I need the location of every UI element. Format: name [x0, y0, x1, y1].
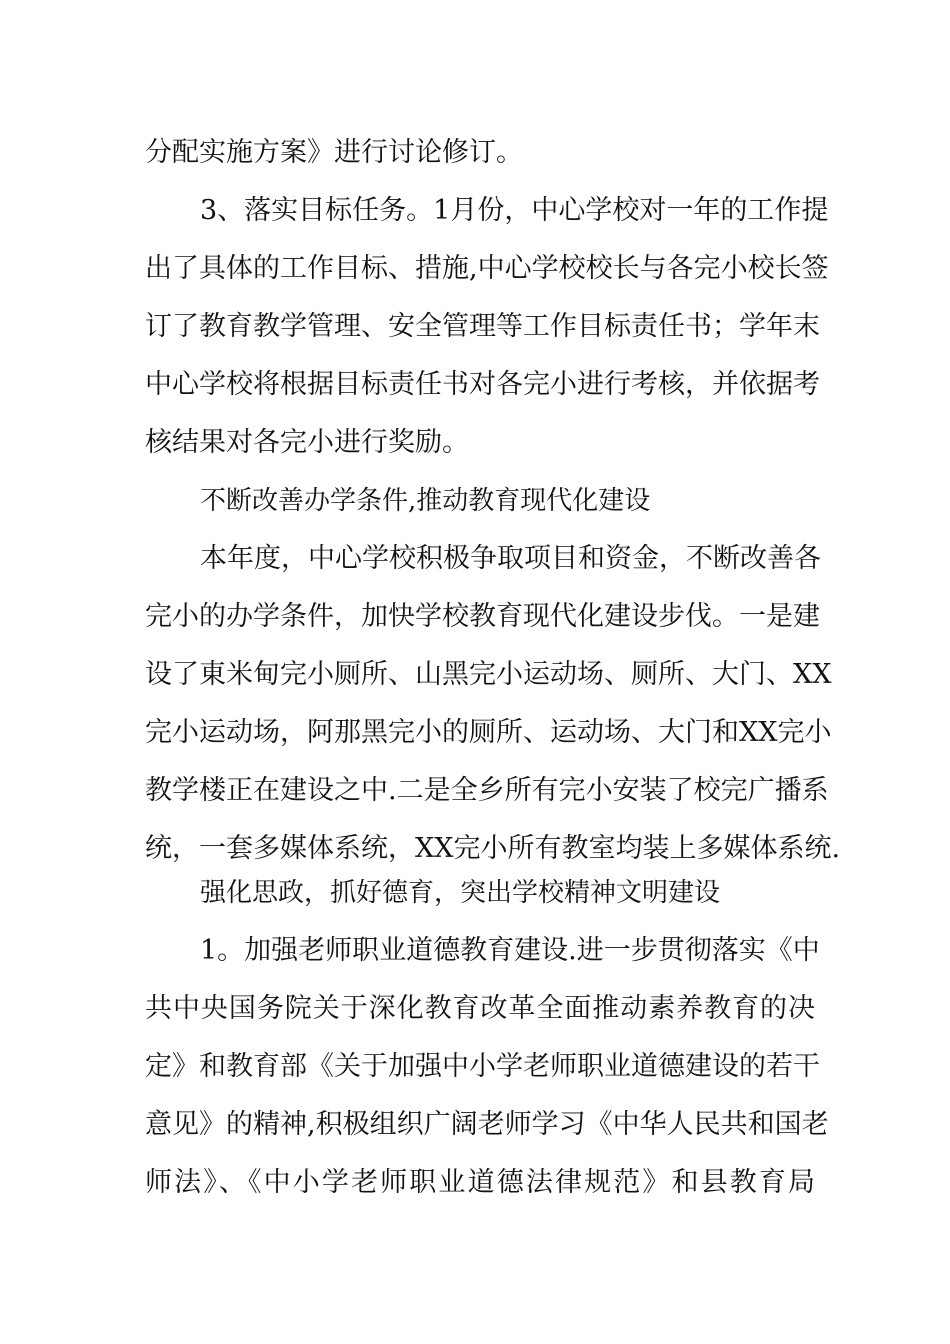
body-line: 核结果对各完小进行奖励。: [145, 427, 469, 458]
body-line: 出了具体的工作目标、措施,中心学校校长与各完小校长签: [145, 253, 829, 284]
paragraph-first-line: 本年度，中心学校积极争取项目和资金，不断改善各: [200, 543, 821, 574]
body-line: 分配实施方案》进行讨论修订。: [145, 137, 523, 168]
section-heading: 不断改善办学条件,推动教育现代化建设: [200, 486, 651, 516]
body-line: 共中央国务院关于深化教育改革全面推动素养教育的决: [145, 993, 815, 1024]
section-heading: 强化思政，抓好德育，突出学校精神文明建设: [200, 878, 721, 908]
paragraph-first-line: 1。加强老师职业道德教育建设.进一步贯彻落实《中: [200, 935, 820, 966]
paragraph-first-line: 3、落实目标任务。1月份，中心学校对一年的工作提: [200, 195, 829, 226]
body-line: 统，一套多媒体系统，XX完小所有教室均装上多媒体系统.: [145, 833, 841, 864]
body-line: 完小运动场，阿那黑完小的厕所、运动场、大门和XX完小: [145, 717, 832, 748]
body-line: 意见》的精神,积极组织广阔老师学习《中华人民共和国老: [145, 1109, 829, 1140]
body-line: 中心学校将根据目标责任书对各完小进行考核，并依据考: [145, 369, 820, 400]
body-line: 教学楼正在建设之中.二是全乡所有完小安装了校完广播系: [145, 775, 829, 806]
body-line: 订了教育教学管理、安全管理等工作目标责任书；学年末: [145, 311, 820, 342]
body-line: 师法》、《中小学老师职业道德法律规范》和县教育局: [145, 1167, 815, 1198]
body-line: 定》和教育部《关于加强中小学老师职业道德建设的若干: [145, 1051, 820, 1082]
body-line: 设了東米甸完小厕所、山黑完小运动场、厕所、大门、XX: [145, 659, 832, 690]
body-line: 完小的办学条件，加快学校教育现代化建设步伐。一是建: [145, 601, 820, 632]
